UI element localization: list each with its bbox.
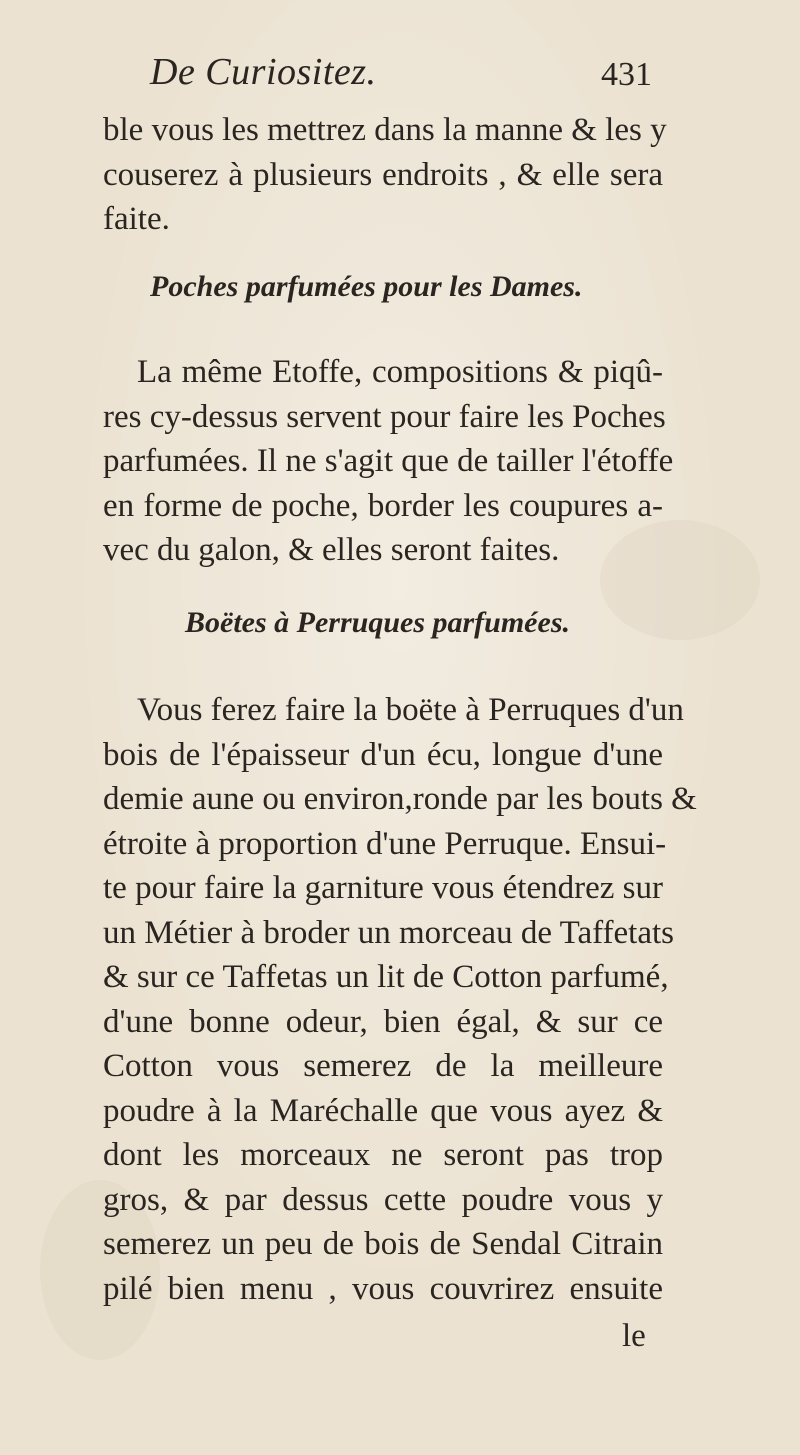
text-line: Cotton vous semerez de la meilleure <box>103 1048 663 1084</box>
text-line: demie aune ou environ,ronde par les bouts & <box>103 781 697 817</box>
text-line: couserez à plusieurs endroits , & elle sera <box>103 156 663 193</box>
text-line: un Métier à broder un morceau de Taffetats <box>103 914 674 951</box>
page-header <box>150 50 670 100</box>
section-heading-boetes: Boëtes à Perruques parfumées. <box>185 606 570 639</box>
text-line: vec du galon, & elles seront faites. <box>103 532 560 568</box>
running-head: De Curiositez. <box>150 51 377 93</box>
text-line: étroite à proportion d'une Perruque. Ensui- <box>103 825 667 862</box>
text-line: & sur ce Taffetas un lit de Cotton parfumé, <box>103 959 669 995</box>
paragraph-continuation <box>103 108 667 242</box>
page-number: 431 <box>601 56 652 93</box>
text-line: semerez un peu de bois de Sendal Citrain <box>103 1226 663 1262</box>
text-line: te pour faire la garniture vous étendrez sur <box>103 870 663 906</box>
text-line: parfumées. Il ne s'agit que de tailler l'étoffe <box>103 443 674 479</box>
text-line: Vous ferez faire la boëte à Perruques d'un <box>137 692 684 728</box>
text-line: gros, & par dessus cette poudre vous y <box>103 1181 663 1218</box>
text-line: d'une bonne odeur, bien égal, & sur ce <box>103 1003 663 1040</box>
text-line: pilé bien menu , vous couvrirez ensuite <box>103 1270 663 1307</box>
text-line: en forme de poche, border les coupures a- <box>103 487 663 524</box>
text-line: ble vous les mettrez dans la manne & les y <box>103 112 667 148</box>
text-line: bois de l'épaisseur d'un écu, longue d'une <box>103 736 663 773</box>
text-line: faite. <box>103 201 170 237</box>
text-line: La même Etoffe, compositions & piqû- <box>137 354 663 390</box>
paragraph-poches <box>103 350 674 573</box>
paragraph-boetes <box>103 688 697 1311</box>
text-line: dont les morceaux ne seront pas trop <box>103 1137 663 1173</box>
catchword: le <box>622 1318 646 1354</box>
text-line: poudre à la Maréchalle que vous ayez & <box>103 1092 663 1129</box>
section-heading-poches: Poches parfumées pour les Dames. <box>150 270 583 303</box>
text-line: res cy-dessus servent pour faire les Poches <box>103 398 666 435</box>
